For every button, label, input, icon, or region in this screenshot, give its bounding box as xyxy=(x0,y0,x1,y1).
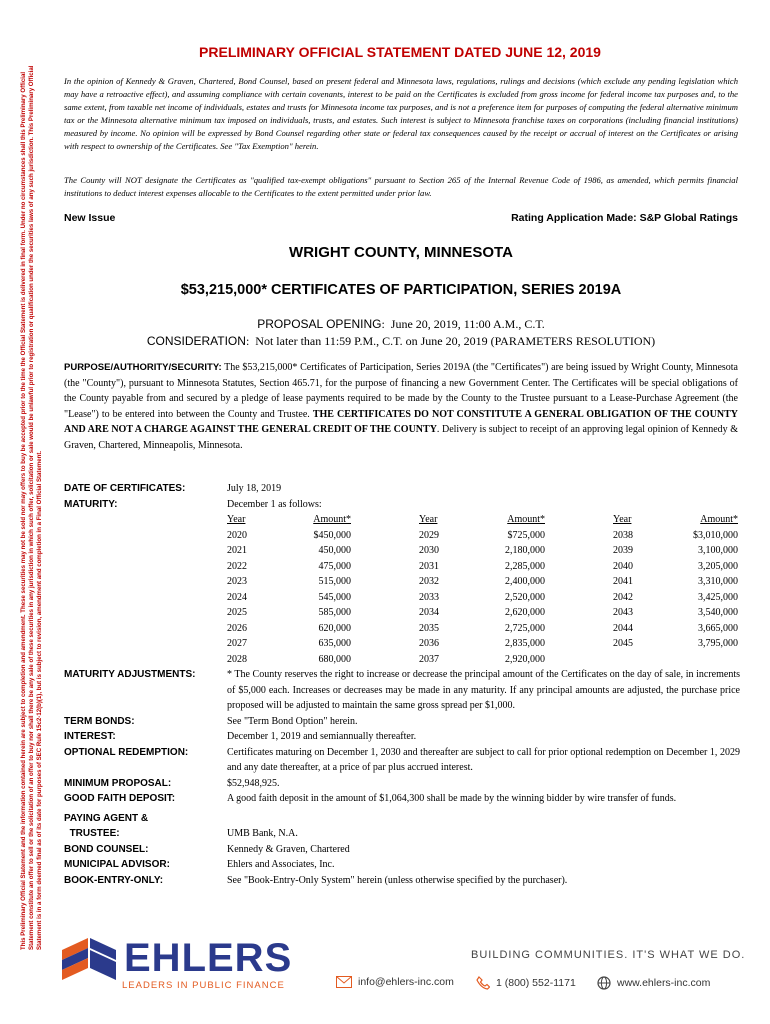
maturity-year: 2045 xyxy=(613,638,633,650)
municipal-advisor-value: Ehlers and Associates, Inc. xyxy=(227,859,335,870)
paying-agent-label xyxy=(64,811,148,842)
amount-header: Amount* xyxy=(507,514,545,526)
year-header: Year xyxy=(419,514,438,526)
term-term-bonds xyxy=(64,714,740,730)
year-header: Year xyxy=(227,514,246,526)
maturity-row xyxy=(227,636,738,652)
amount-header: Amount* xyxy=(700,514,738,526)
tax-opinion-paragraph: In the opinion of Kennedy & Graven, Chartered, Bond Counsel, based on present federal and Minnesota laws, regulations, rulings and decisions (which exclude any pending legislation which may have a retroactive effect), and assuming compliance with certain covenants, interest to be paid on the Certificates is excluded from gross income for federal income tax purposes and, to the same extent, from taxable net income of individuals, estates and trusts for Minnesota income tax purposes, and is not a preference item for purposes of computing the federal alternative minimum tax or the Minnesota alternative minimum tax imposed on individuals, trusts, and estates. Such interest is subject to Minnesota franchise taxes on corporations (including financial institutions) measured by income. No opinion will be expressed by Bond Counsel regarding other state or federal tax consequences caused by the receipt or accrual of interest on the Certificates or arising with respect to ownership of the Certificates. See "Tax Exemption" herein. xyxy=(64,76,738,151)
term-bond-counsel xyxy=(64,842,740,858)
good-faith-value: A good faith deposit in the amount of $1,064,300 shall be made by the winning bidder by wire transfer of funds. xyxy=(227,793,677,804)
maturity-year: 2021 xyxy=(227,545,247,557)
footer-slogan: BUILDING COMMUNITIES. IT'S WHAT WE DO. xyxy=(471,949,746,961)
maturity-amount: 3,665,000 xyxy=(698,622,738,634)
maturity-row xyxy=(227,574,738,590)
maturity-row xyxy=(227,605,738,621)
purpose-bold-text: THE CERTIFICATES DO NOT CONSTITUTE A GENERAL OBLIGATION OF THE COUNTY AND ARE NOT A CHARGE AGAINST THE GENERAL CREDIT OF THE COUNTY xyxy=(64,408,738,435)
maturity-year: 2038 xyxy=(613,529,633,541)
maturity-amount: 3,425,000 xyxy=(698,591,738,603)
term-municipal-advisor xyxy=(64,857,740,873)
maturity-amount: 585,000 xyxy=(318,607,351,619)
footer-phone[interactable] xyxy=(476,976,576,990)
maturity-year: 2044 xyxy=(613,622,633,634)
maturity-label: MATURITY: xyxy=(64,498,118,510)
book-entry-value: See "Book-Entry-Only System" herein (unless otherwise specified by the purchaser). xyxy=(227,874,568,886)
maturity-amount: 515,000 xyxy=(318,576,351,588)
issue-title: $53,215,000* CERTIFICATES OF PARTICIPATION, SERIES 2019A xyxy=(180,282,622,298)
logo-tagline: LEADERS IN PUBLIC FINANCE xyxy=(122,980,285,991)
maturity-amount: 2,920,000 xyxy=(505,653,545,665)
maturity-amount: 2,620,000 xyxy=(505,607,545,619)
maturity-year: 2039 xyxy=(613,545,633,557)
maturity-year: 2036 xyxy=(419,638,439,650)
maturity-amount: 450,000 xyxy=(318,545,351,557)
amount-header: Amount* xyxy=(313,514,351,526)
maturity-amount: 3,795,000 xyxy=(698,638,738,650)
paying-agent-label-line1: PAYING AGENT & xyxy=(64,812,149,824)
maturity-amount: 635,000 xyxy=(318,638,351,650)
maturity-amount: 2,835,000 xyxy=(505,638,545,650)
proposal-opening-label: PROPOSAL OPENING xyxy=(257,317,382,331)
good-faith-label: GOOD FAITH DEPOSIT: xyxy=(64,793,176,804)
maturity-year: 2026 xyxy=(227,622,247,634)
maturity-year: 2042 xyxy=(613,591,633,603)
rating-label: Rating Application Made: S&P Global Ratings xyxy=(511,212,738,224)
proposal-opening-value: June 20, 2019, 11:00 A.M., C.T. xyxy=(390,317,545,331)
book-entry-label: BOOK-ENTRY-ONLY: xyxy=(64,874,164,886)
qualified-obligations-paragraph: The County will NOT designate the Certificates as "qualified tax-exempt obligations" pursuant to Section 265 of the Internal Revenue Code of 1986, as amended, which permits financial institutions to deduct interest expenses allocable to the Certificates to the extent permitted under prior law. xyxy=(64,175,738,198)
maturity-year: 2037 xyxy=(419,653,439,665)
maturity-year xyxy=(545,652,683,668)
term-maturity xyxy=(64,497,740,513)
purpose-label: PURPOSE/AUTHORITY/SECURITY: xyxy=(64,362,222,373)
globe-icon xyxy=(597,976,611,990)
maturity-amount: $725,000 xyxy=(507,529,545,541)
maturity-year: 2035 xyxy=(419,622,439,634)
terms-section xyxy=(64,481,740,888)
maturity-adj-label: MATURITY ADJUSTMENTS: xyxy=(64,669,196,680)
optional-label: OPTIONAL REDEMPTION: xyxy=(64,746,189,758)
maturity-amount: 475,000 xyxy=(318,560,351,572)
issuer-title: WRIGHT COUNTY, MINNESOTA xyxy=(289,244,513,261)
ehlers-logo-mark-icon xyxy=(62,938,118,982)
maturity-amount: 3,540,000 xyxy=(698,607,738,619)
ehlers-logo[interactable] xyxy=(62,936,292,996)
maturity-row xyxy=(227,543,738,559)
bond-counsel-label: BOND COUNSEL: xyxy=(64,843,149,855)
term-minimum-proposal xyxy=(64,776,740,792)
maturity-amount: $450,000 xyxy=(313,529,351,541)
paying-agent-value: UMB Bank, N.A. xyxy=(227,828,298,839)
maturity-amount: $3,010,000 xyxy=(693,529,738,541)
interest-value: December 1, 2019 and semiannually thereafter. xyxy=(227,731,417,742)
maturity-row xyxy=(227,559,738,575)
maturity-year: 2040 xyxy=(613,560,633,572)
phone-icon xyxy=(476,976,490,990)
term-book-entry xyxy=(64,873,740,889)
website-text: www.ehlers-inc.com xyxy=(617,976,711,989)
maturity-amount xyxy=(683,652,738,668)
maturity-amount: 545,000 xyxy=(318,591,351,603)
optional-value: Certificates maturing on December 1, 2030 and thereafter are subject to call for prior optional redemption on December 1, 2029 and any date thereafter, at a price of par plus accrued interest. xyxy=(227,746,740,773)
header-title: PRELIMINARY OFFICIAL STATEMENT DATED JUNE 12, 2019 xyxy=(199,44,601,60)
footer-email[interactable] xyxy=(336,976,454,988)
purpose-paragraph xyxy=(64,360,738,453)
maturity-year: 2032 xyxy=(419,576,439,588)
term-date xyxy=(64,481,740,497)
logo-text: EHLERS xyxy=(124,936,293,980)
term-bonds-value: See "Term Bond Option" herein. xyxy=(227,715,358,727)
maturity-amount: 3,205,000 xyxy=(698,560,738,572)
email-text: info@ehlers-inc.com xyxy=(358,976,454,988)
issue-row xyxy=(64,212,738,224)
new-issue-label: New Issue xyxy=(64,212,116,224)
maturity-year: 2043 xyxy=(613,607,633,619)
maturity-value: December 1 as follows: xyxy=(227,498,322,510)
maturity-amount: 2,520,000 xyxy=(505,591,545,603)
min-proposal-label: MINIMUM PROPOSAL: xyxy=(64,777,172,789)
maturity-year: 2030 xyxy=(419,545,439,557)
maturity-amount: 620,000 xyxy=(318,622,351,634)
maturity-adj-value: * The County reserves the right to increase or decrease the principal amount of the Certificates on the day of sale, in increments of $5,000 each. Increases or decreases may be made in any maturity. If any principal amounts are adjusted, the purchase price proposed will be adjusted to maintain the same gross spread per $1,000. xyxy=(227,669,740,711)
maturity-year: 2029 xyxy=(419,529,439,541)
term-paying-agent xyxy=(64,811,740,842)
maturity-amount: 3,100,000 xyxy=(698,545,738,557)
maturity-row xyxy=(227,621,738,637)
maturity-header-row xyxy=(227,512,738,528)
bond-counsel-value: Kennedy & Graven, Chartered xyxy=(227,843,350,855)
maturity-year: 2020 xyxy=(227,529,247,541)
email-icon xyxy=(336,976,352,988)
maturity-year: 2031 xyxy=(419,560,439,572)
term-optional-redemption xyxy=(64,745,740,776)
paying-agent-label-line2: TRUSTEE: xyxy=(69,828,120,839)
maturity-year: 2041 xyxy=(613,576,633,588)
proposal-opening: PROPOSAL OPENING: June 20, 2019, 11:00 A.M., C.T. xyxy=(257,317,545,331)
footer-website[interactable] xyxy=(597,976,710,990)
term-interest xyxy=(64,729,740,745)
consideration: CONSIDERATION: Not later than 11:59 P.M., C.T. on June 20, 2019 (PARAMETERS RESOLUTION) xyxy=(146,334,656,348)
maturity-year: 2028 xyxy=(227,653,247,665)
maturity-year: 2034 xyxy=(419,607,439,619)
phone-text: 1 (800) 552-1171 xyxy=(496,976,576,989)
term-bonds-label: TERM BONDS: xyxy=(64,715,135,727)
maturity-amount: 2,725,000 xyxy=(505,622,545,634)
purpose-tail: . Delivery is subject to receipt of an approving legal opinion of Kennedy & Graven, Chartered, Minneapolis, Minnesota. xyxy=(64,424,738,451)
maturity-year: 2023 xyxy=(227,576,247,588)
consideration-label: CONSIDERATION xyxy=(146,334,246,348)
maturity-year: 2027 xyxy=(227,638,247,650)
date-label: DATE OF CERTIFICATES: xyxy=(64,483,186,494)
maturity-amount: 3,310,000 xyxy=(698,576,738,588)
maturity-year: 2025 xyxy=(227,607,247,619)
maturity-row xyxy=(227,528,738,544)
min-proposal-value: $52,948,925. xyxy=(227,777,280,789)
maturity-amount: 2,400,000 xyxy=(505,576,545,588)
consideration-value: Not later than 11:59 P.M., C.T. on June 20, 2019 (PARAMETERS RESOLUTION) xyxy=(255,334,656,348)
maturity-row xyxy=(227,652,738,668)
maturity-year: 2033 xyxy=(419,591,439,603)
side-legal-notice: This Preliminary Official Statement and the information contained herein are subject to completion and amendment. These securities may not be sold nor may offers to buy be accepted prior to the time the Official Statement is delivered in final form. Under no circumstances shall this Preliminary Official Statement constitute an offer to sell or the solicitation of an offer to buy nor shall there be any sale of these securities in any jurisdiction in which such offer, solicitation or sale would be unlawful prior to registration or qualification under the securities laws of any such jurisdiction. This Preliminary Official Statement is in a form deemed final as of its date for purposes of SEC Rule 15c2-12(b)(1), but is subject to revision, amendment and completion in a Final Official Statement. xyxy=(20,65,43,950)
date-value: July 18, 2019 xyxy=(227,483,282,494)
maturity-year: 2022 xyxy=(227,560,247,572)
municipal-advisor-label: MUNICIPAL ADVISOR: xyxy=(64,859,170,870)
term-good-faith xyxy=(64,791,740,807)
maturity-amount: 2,285,000 xyxy=(505,560,545,572)
maturity-amount: 2,180,000 xyxy=(505,545,545,557)
maturity-table xyxy=(227,512,738,667)
maturity-row xyxy=(227,590,738,606)
term-maturity-adjustments xyxy=(64,667,740,714)
maturity-year: 2024 xyxy=(227,591,247,603)
interest-label: INTEREST: xyxy=(64,731,116,742)
year-header: Year xyxy=(613,514,632,526)
purpose-text: The $53,215,000* Certificates of Participation, Series 2019A (the "Certificates") are being issued by Wright County, Minnesota (the "County"), pursuant to Minnesota Statutes, Section 465.71, for the purpose of financing a new Government Center. The Certificates will be special obligations of the County payable from and secured by a pledge of lease payments required to be made by the County to the Trustee pursuant to a Lease-Purchase Agreement (the "Lease") to be entered into between the County and Trustee. xyxy=(64,362,738,420)
maturity-amount: 680,000 xyxy=(318,653,351,665)
